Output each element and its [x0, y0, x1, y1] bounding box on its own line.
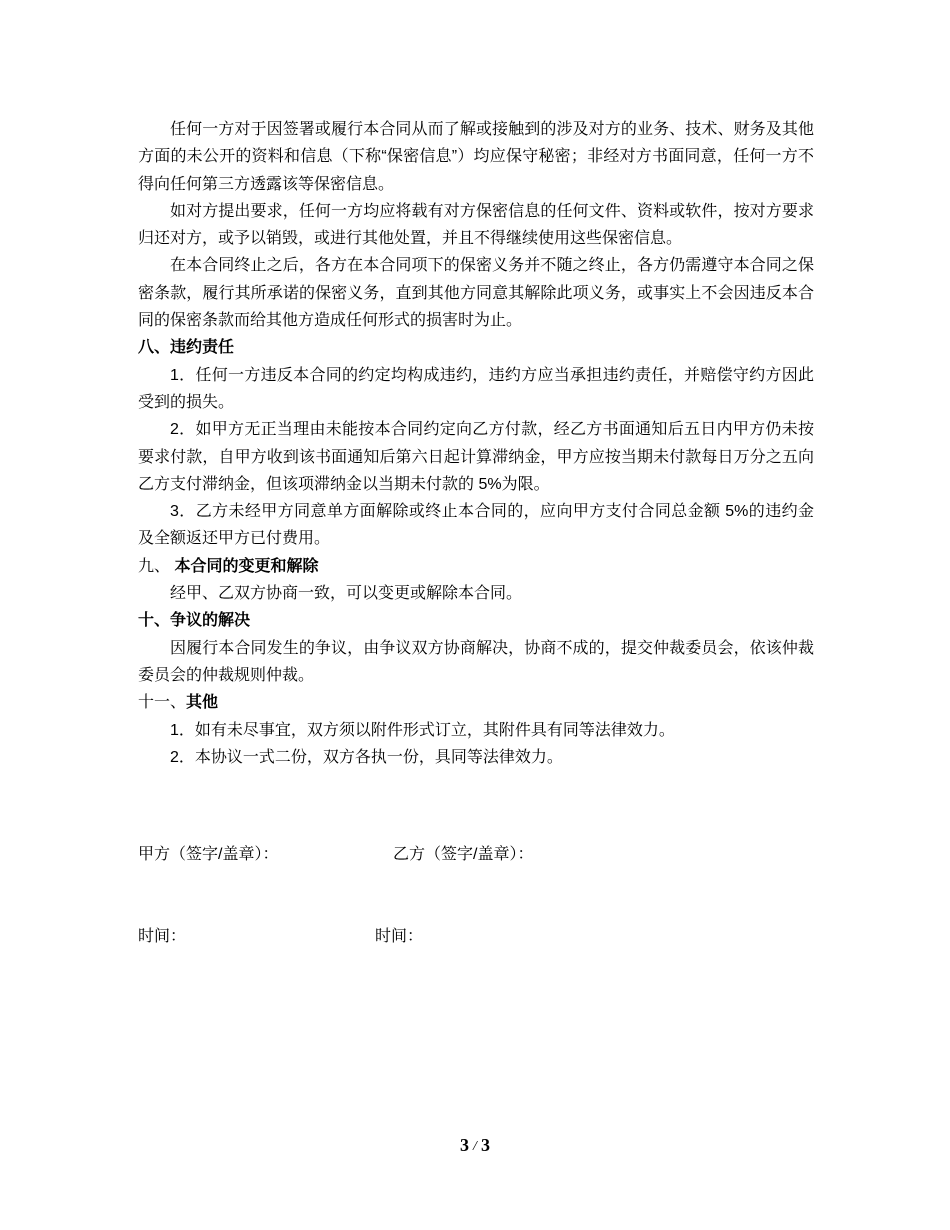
section-10-heading: [138, 607, 814, 634]
total-page-count: 3: [480, 1135, 490, 1155]
section-11-title: 其他: [186, 694, 219, 712]
section-11-item-2: 2．本协议一式二份，双方各执一份，具同等法律效力。: [170, 748, 563, 766]
section-8-item-1: 1．任何一方违反本合同的约定均构成违约，违约方应当承担违约责任，并赔偿守约方因此受到的损失。: [138, 366, 814, 411]
page-footer: [0, 1135, 950, 1156]
page-number-separator: /: [473, 1139, 477, 1154]
section-9-heading: [138, 553, 814, 580]
section-9-title: 本合同的变更和解除: [174, 557, 319, 575]
party-b-signature-label: 乙方（签字/盖章）：: [393, 846, 534, 863]
party-a-date-label: 时间：: [138, 928, 187, 945]
document-body: [138, 116, 814, 771]
section-8-item-2: 2．如甲方无正当理由未能按本合同约定向乙方付款，经乙方书面通知后五日内甲方仍未按要求付款，自甲方收到该书面通知后第六日起计算滞纳金，甲方应按当期未付款每日万分之五向乙方支付滞纳金，但该项滞纳金以当期未付款的 5%为限。: [138, 421, 814, 493]
section-8-heading: [138, 334, 814, 361]
section-10-title: 争议的解决: [170, 612, 251, 630]
current-page-number: 3: [460, 1135, 470, 1155]
section-9-number: 九、: [138, 557, 175, 575]
confidentiality-paragraph-3: 在本合同终止之后，各方在本合同项下的保密义务并不随之终止，各方仍需遵守本合同之保密条款，履行其所承诺的保密义务，直到其他方同意其解除此项义务，或事实上不会因违反本合同的保密条款而给其他方造成任何形式的损害时为止。: [138, 257, 814, 330]
section-8-number: 八、: [138, 339, 171, 357]
section-8-item-3: 3．乙方未经甲方同意单方面解除或终止本合同的，应向甲方支付合同总金额 5%的违约金及全额返还甲方已付费用。: [138, 503, 814, 548]
signature-block: [138, 841, 814, 971]
section-11-item-1: 1．如有未尽事宜，双方须以附件形式订立，其附件具有同等法律效力。: [170, 721, 675, 739]
section-10-paragraph: 因履行本合同发生的争议，由争议双方协商解决，协商不成的，提交仲裁委员会，依该仲裁委员会的仲裁规则仲裁。: [138, 639, 814, 684]
section-9-paragraph: 经甲、乙双方协商一致，可以变更或解除本合同。: [170, 585, 523, 603]
section-8-title: 违约责任: [170, 339, 235, 357]
party-b-date-label: 时间：: [375, 928, 424, 945]
section-11-number: 十一、: [138, 694, 187, 712]
party-a-signature-label: 甲方（签字/盖章）：: [138, 846, 279, 863]
section-10-number: 十、: [138, 612, 171, 630]
confidentiality-paragraph-2: 如对方提出要求，任何一方均应将载有对方保密信息的任何文件、资料或软件，按对方要求归还对方，或予以销毁，或进行其他处置，并且不得继续使用这些保密信息。: [138, 202, 814, 248]
confidentiality-paragraph-1: 任何一方对于因签署或履行本合同从而了解或接触到的涉及对方的业务、技术、财务及其他方面的未公开的资料和信息（下称“保密信息”）均应保守秘密；非经对方书面同意，任何一方不得向任何第三方透露该等保密信息。: [138, 121, 814, 193]
section-11-heading: [138, 689, 814, 716]
